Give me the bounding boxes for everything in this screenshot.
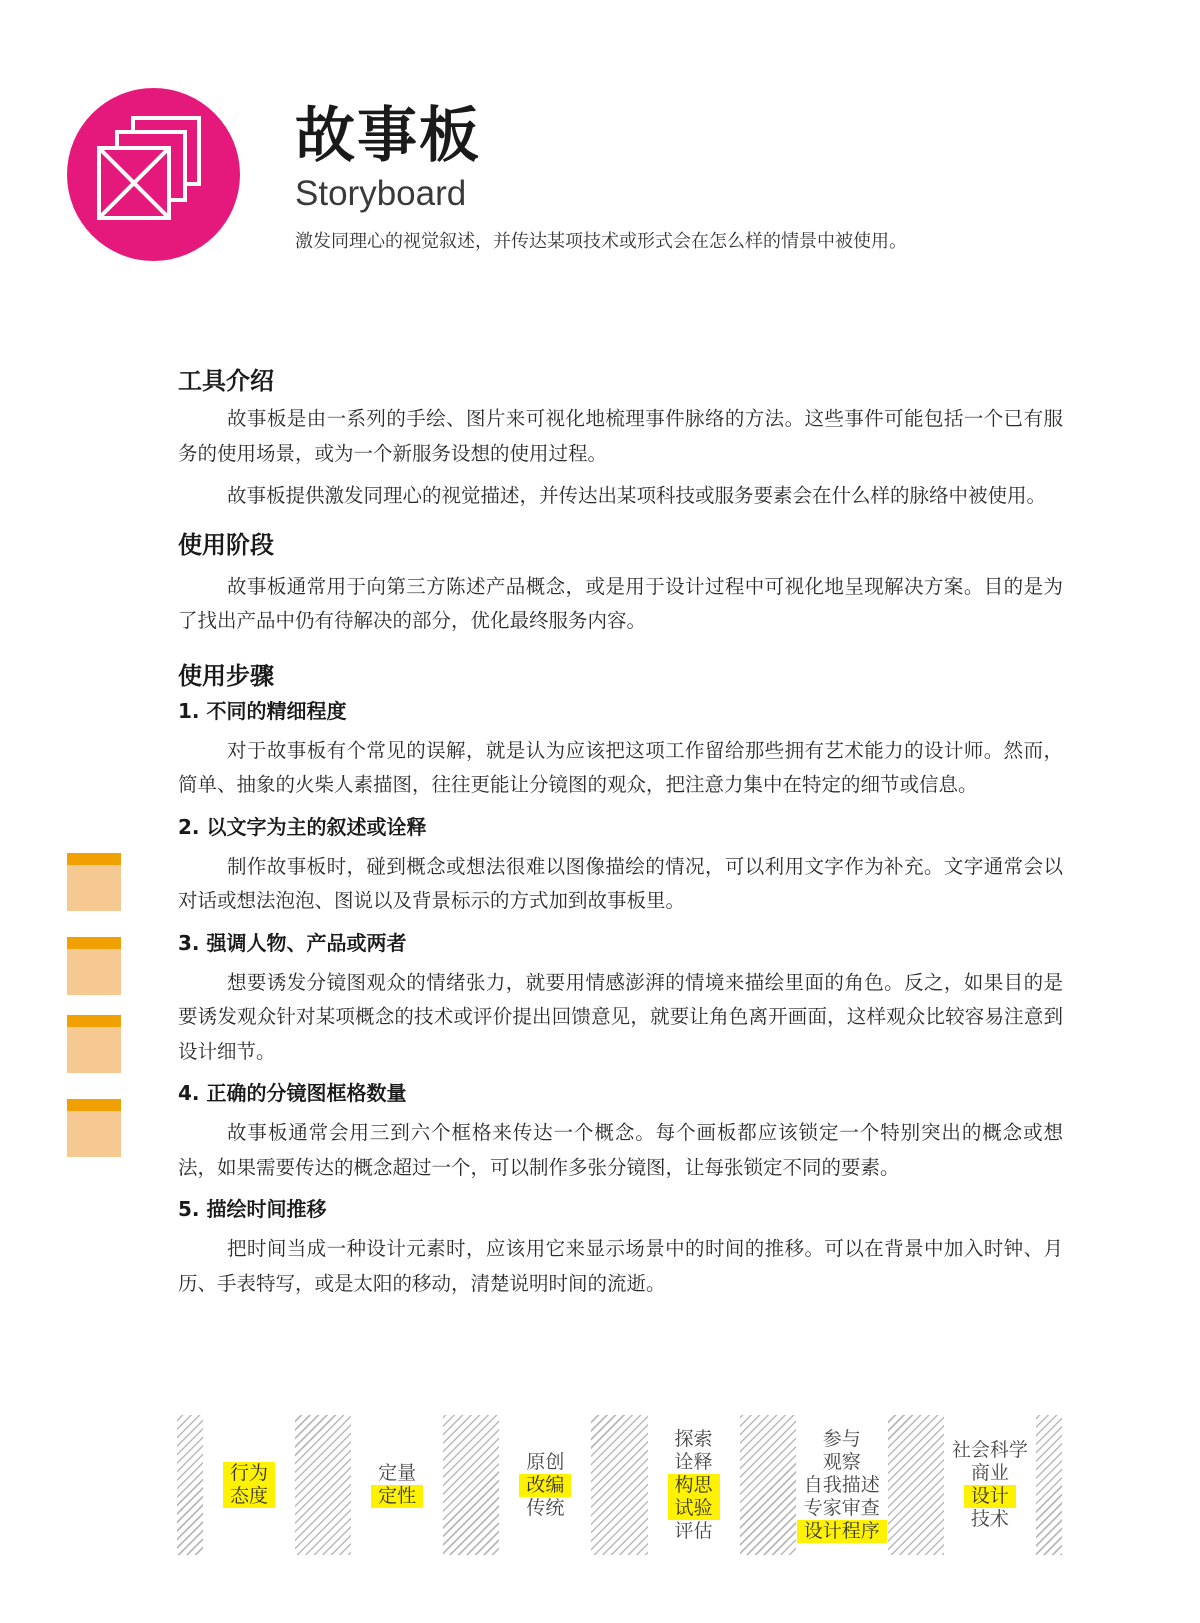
- page-subtitle: Storyboard: [295, 174, 467, 213]
- side-marker: [67, 853, 121, 911]
- spectrum-term: 传统: [526, 1496, 565, 1519]
- spectrum-term-highlighted: 构思: [668, 1474, 720, 1497]
- spectrum-term: 原创: [526, 1450, 565, 1473]
- spectrum-term-highlighted: 改编: [519, 1474, 571, 1497]
- side-marker: [67, 937, 121, 995]
- step-title: 1. 不同的精细程度: [178, 698, 347, 723]
- spectrum-term: 探索: [674, 1427, 713, 1450]
- spectrum-term: 社会科学: [951, 1439, 1028, 1461]
- spectrum-column: [499, 1415, 591, 1555]
- spectrum-term: 自我描述: [803, 1473, 880, 1496]
- spectrum-term: 技术: [970, 1508, 1009, 1530]
- step-text: 对于故事板有个常见的误解，就是认为应该把这项工作留给那些拥有艺术能力的设计师。然而，简单、抽象的火柴人素描图，往往更能让分镜图的观众，把注意力集中在特定的细节或信息。: [178, 738, 1063, 796]
- step-title: 5. 描绘时间推移: [178, 1197, 327, 1221]
- spectrum-column: [351, 1415, 443, 1555]
- spectrum-term: 商业: [970, 1462, 1009, 1484]
- spectrum-term-highlighted: 态度: [223, 1485, 275, 1508]
- step-text: 制作故事板时，碰到概念或想法很难以图像描绘的情况，可以利用文字作为补充。文字通常会以对话或想法泡泡、图说以及背景标示的方式加到故事板里。: [178, 854, 1063, 912]
- stage-paragraph: 故事板通常用于向第三方陈述产品概念，或是用于设计过程中可视化地呈现解决方案。目的是为了找出产品中仍有待解决的部分，优化最终服务内容。: [178, 574, 1063, 632]
- step-text: 想要诱发分镜图观众的情绪张力，就要用情感澎湃的情境来描绘里面的角色。反之，如果目的是要诱发观众针对某项概念的技术或评价提出回馈意见，就要让角色离开画面，这样观众比较容易注意到设计细节。: [178, 970, 1063, 1063]
- spectrum-column: [944, 1415, 1036, 1555]
- section-heading-intro: 工具介绍: [178, 367, 274, 395]
- storyboard-frames-icon: [67, 88, 240, 261]
- step-title: 2. 以文字为主的叙述或诠释: [178, 814, 427, 839]
- step-title: 3. 强调人物、产品或两者: [178, 930, 407, 955]
- spectrum-term-highlighted: 行为: [223, 1462, 275, 1485]
- intro-paragraph: 故事板是由一系列的手绘、图片来可视化地梳理事件脉络的方法。这些事件可能包括一个已有服务的使用场景，或为一个新服务设想的使用过程。: [178, 407, 1063, 465]
- step-text: 故事板通常会用三到六个框格来传达一个概念。每个画板都应该锁定一个特别突出的概念或想法，如果需要传达的概念超过一个，可以制作多张分镜图，让每张锁定不同的要素。: [178, 1121, 1063, 1179]
- spectrum-column: [648, 1415, 740, 1555]
- spectrum-term-highlighted: 定性: [371, 1485, 423, 1508]
- section-heading-steps: 使用步骤: [178, 661, 274, 690]
- spectrum-term: 观察: [822, 1450, 861, 1473]
- intro-paragraph: 故事板提供激发同理心的视觉描述，并传达出某项科技或服务要素会在什么样的脉络中被使用。: [227, 484, 1047, 507]
- side-marker: [67, 1099, 121, 1157]
- spectrum-term: 诠释: [674, 1450, 713, 1473]
- spectrum-term: 定量: [378, 1462, 417, 1484]
- side-marker: [67, 1015, 121, 1073]
- step-text: 把时间当成一种设计元素时，应该用它来显示场景中的时间的推移。可以在背景中加入时钟、月历、手表特写，或是太阳的移动，清楚说明时间的流逝。: [178, 1237, 1063, 1295]
- spectrum-term-highlighted: 设计: [964, 1485, 1016, 1508]
- spectrum-term-highlighted: 试验: [668, 1497, 720, 1520]
- spectrum-column: [796, 1415, 888, 1555]
- page-title: 故事板: [295, 101, 481, 171]
- section-heading-stage: 使用阶段: [178, 530, 274, 559]
- spectrum-term-highlighted: 设计程序: [797, 1520, 887, 1543]
- spectrum-column: [203, 1415, 295, 1555]
- step-title: 4. 正确的分镜图框格数量: [178, 1081, 407, 1105]
- body-content: [178, 364, 1063, 1301]
- page-tagline: 激发同理心的视觉叙述，并传达某项技术或形式会在怎么样的情景中被使用。: [295, 231, 907, 252]
- spectrum-term: 参与: [822, 1427, 861, 1450]
- method-spectrum: [177, 1415, 1062, 1555]
- spectrum-term: 专家审查: [803, 1496, 880, 1519]
- spectrum-term: 评估: [674, 1519, 713, 1542]
